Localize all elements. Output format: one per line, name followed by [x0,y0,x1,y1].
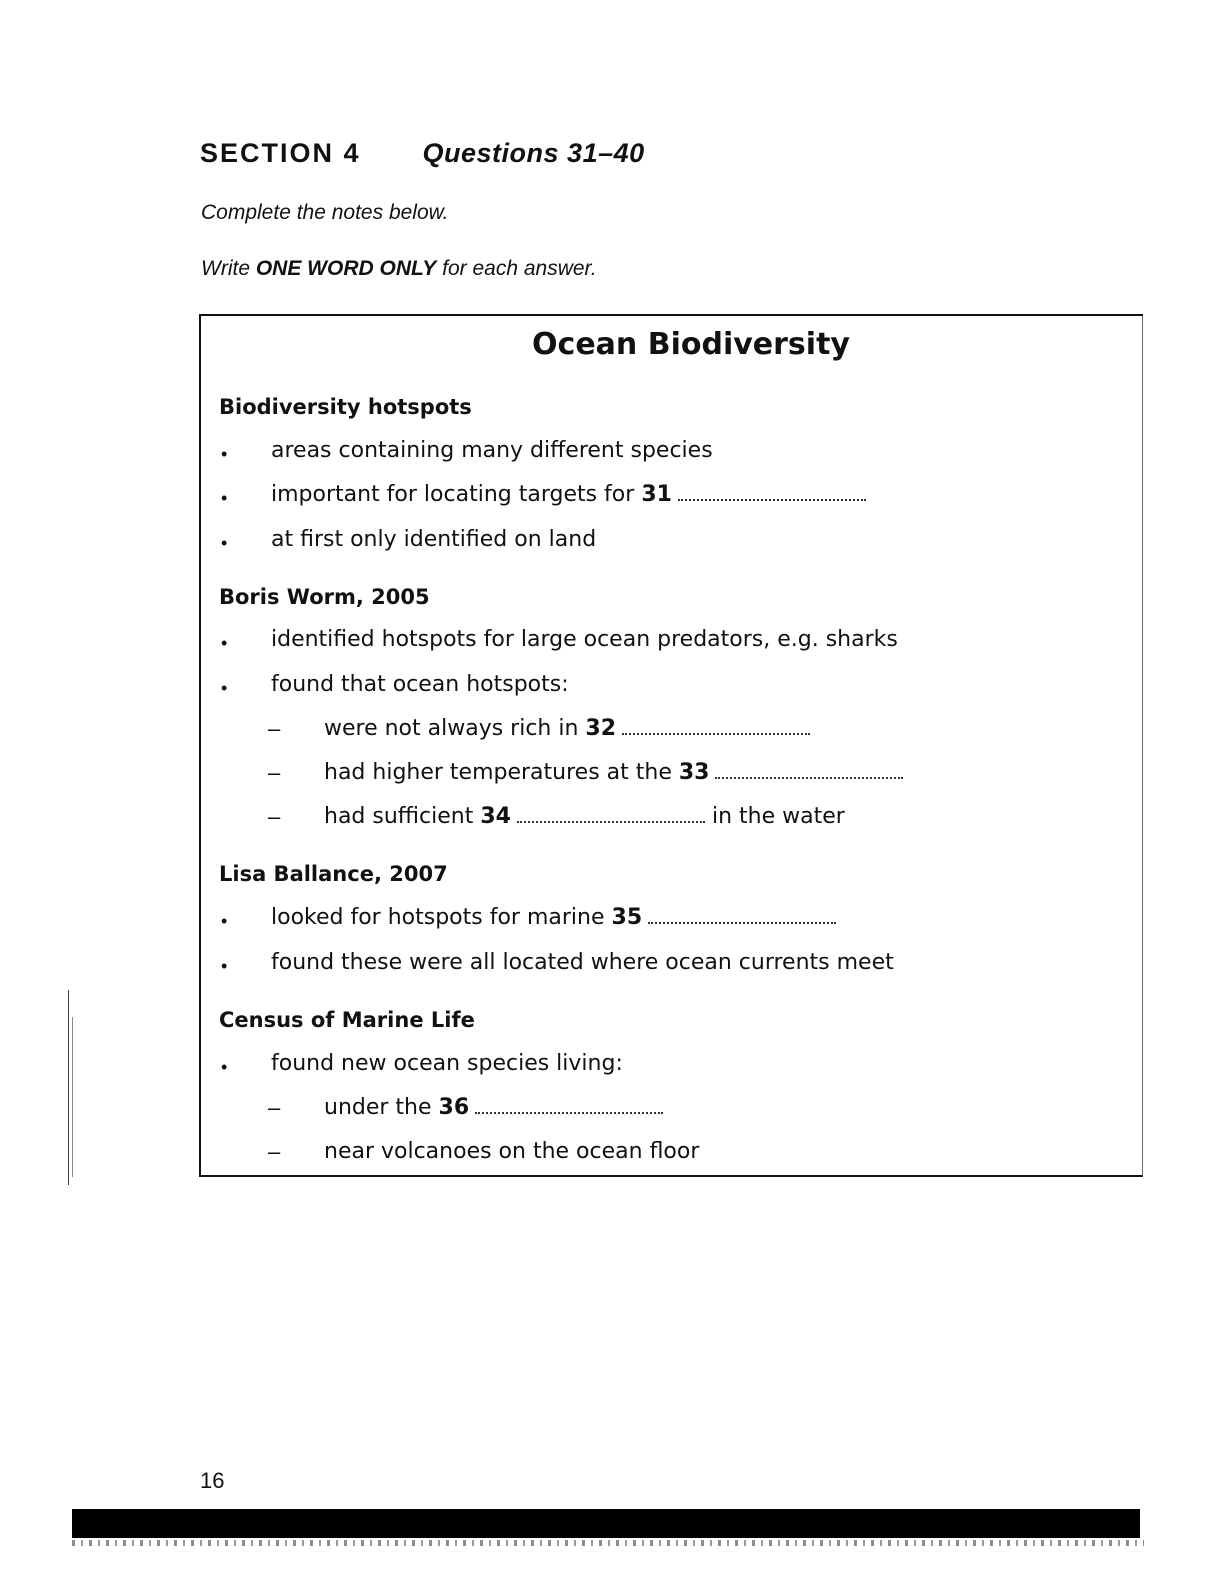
answer-blank-31[interactable] [678,485,866,501]
bullet-icon: • [221,678,228,698]
answer-blank-34[interactable] [517,807,705,823]
note-line: areas containing many different species [271,438,713,463]
heading-biodiversity-hotspots: Biodiversity hotspots [219,395,472,419]
bullet-icon: • [221,956,228,976]
bullet-icon: • [221,1057,228,1077]
note-line-question-33: had higher temperatures at the 33 [324,760,903,785]
dash-icon: – [268,760,281,785]
note-line: found new ocean species living: [271,1051,623,1076]
notes-box-top-rule [199,314,1143,316]
question-number-35: 35 [611,905,643,930]
answer-blank-36[interactable] [475,1098,663,1114]
note-line: identified hotspots for large ocean predators, e.g. sharks [271,627,898,652]
bullet-icon: • [221,633,228,653]
page-number: 16 [200,1468,225,1493]
dash-icon: – [268,804,281,829]
note-line: found these were all located where ocean currents meet [271,950,894,975]
dash-icon: – [268,1095,281,1120]
instruction-complete-notes: Complete the notes below. [201,201,449,224]
question-number-34: 34 [480,804,511,829]
questions-range: Questions 31–40 [422,138,645,168]
answer-blank-35[interactable] [648,908,836,924]
notes-title: Ocean Biodiversity [532,327,850,362]
section-label: SECTION 4 [200,138,361,168]
bullet-icon: • [221,533,228,553]
dash-icon: – [268,716,281,741]
note-line-question-35: looked for hotspots for marine 35 [271,905,836,930]
section-header [200,138,645,169]
note-line-question-32: were not always rich in 32 [324,716,810,741]
word-limit-emphasis: ONE WORD ONLY [255,257,437,280]
note-line-question-31: important for locating targets for 31 [271,482,866,507]
scan-noise-strip [72,1540,1144,1546]
instruction-word-limit: Write ONE WORD ONLY for each answer. [201,257,597,280]
dash-icon: – [268,1139,281,1164]
question-number-36: 36 [438,1095,470,1120]
note-line-question-36: under the 36 [324,1095,663,1120]
bullet-icon: • [221,488,228,508]
question-number-31: 31 [641,482,672,507]
heading-boris-worm: Boris Worm, 2005 [219,585,430,609]
bullet-icon: • [221,911,228,931]
heading-census-of-marine-life: Census of Marine Life [219,1008,475,1032]
bullet-icon: • [221,444,228,464]
answer-blank-32[interactable] [622,719,810,735]
question-number-32: 32 [585,716,617,741]
note-line-question-34: had sufficient 34 in the water [324,804,845,829]
scan-margin-line [68,990,69,1185]
scan-margin-line [72,1017,73,1177]
note-line: near volcanoes on the ocean floor [324,1139,700,1164]
note-line: found that ocean hotspots: [271,672,569,697]
answer-blank-33[interactable] [715,763,903,779]
heading-lisa-ballance: Lisa Ballance, 2007 [219,862,448,886]
note-line: at first only identified on land [271,527,597,552]
scan-edge-bar [72,1509,1140,1538]
question-number-33: 33 [678,760,710,785]
